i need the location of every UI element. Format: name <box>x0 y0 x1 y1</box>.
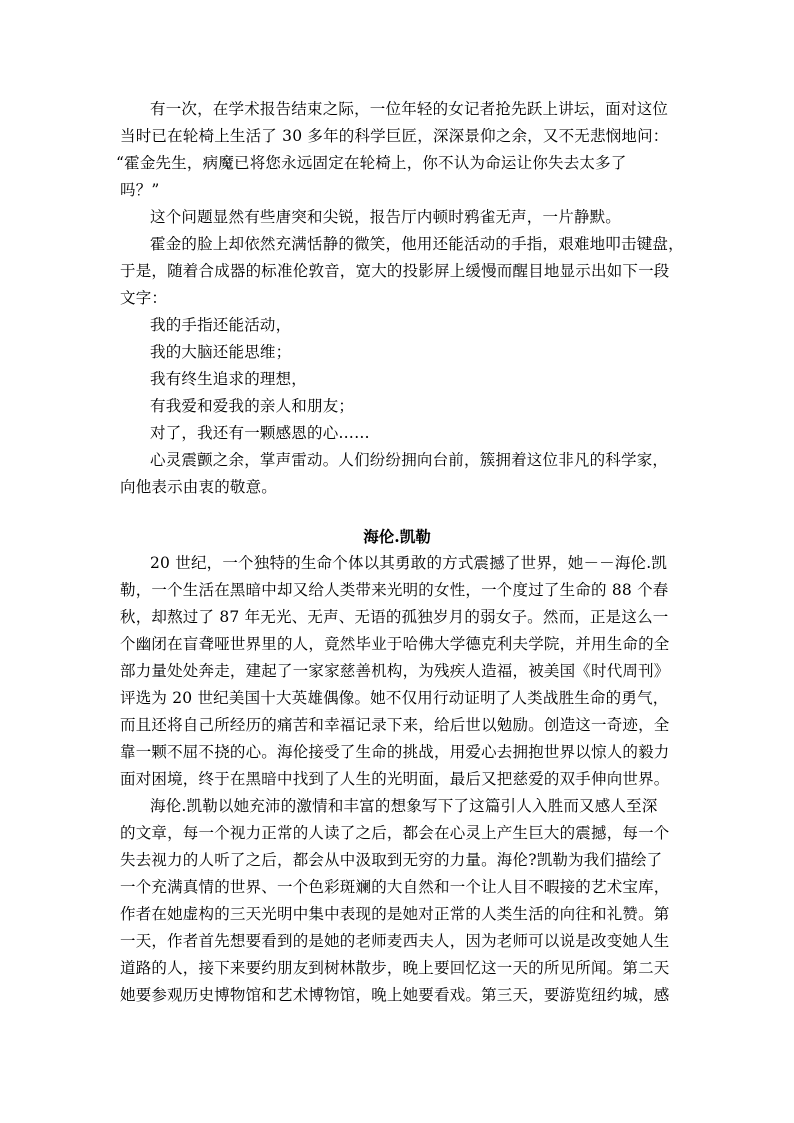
paragraph-line: 评选为 20 世纪美国十大英雄偶像。她不仅用行动证明了人类战胜生命的勇气， <box>120 689 669 707</box>
paragraph-line: 文字： <box>120 289 168 307</box>
paragraph-line: 有一次，在学术报告结束之际，一位年轻的女记者抢先跃上讲坛，面对这位 <box>150 100 669 118</box>
paragraph-line: 她要参观历史博物馆和艺术博物馆，晚上她要看戏。第三天，要游览纽约城，感 <box>120 986 670 1004</box>
paragraph-line: 道路的人，接下来要约朋友到树林散步，晚上要回忆这一天的所见所闻。第二天 <box>120 959 670 977</box>
poem-line: 有我爱和爱我的亲人和朋友； <box>150 397 355 415</box>
paragraph-line: 海伦.凯勒以她充沛的激情和丰富的想象写下了这篇引人入胜而又感人至深 <box>150 797 658 815</box>
paragraph-line: 部力量处处奔走，建起了一家家慈善机构，为残疾人造福，被美国《时代周刊》 <box>120 662 670 680</box>
paragraph-line: 霍金的脸上却依然充满恬静的微笑，他用还能活动的手指，艰难地叩击键盘， <box>150 235 684 253</box>
paragraph-line: “霍金先生，病魔已将您永远固定在轮椅上，你不认为命运让你失去太多了 <box>116 154 627 172</box>
paragraph-line: 的文章，每一个视力正常的人读了之后，都会在心灵上产生巨大的震撼，每一个 <box>120 824 670 842</box>
paragraph-line: 靠一颗不屈不挠的心。海伦接受了生命的挑战，用爱心去拥抱世界以惊人的毅力 <box>120 743 670 761</box>
poem-line: 我的手指还能活动， <box>150 316 292 334</box>
poem-line: 我的大脑还能思维； <box>150 343 292 361</box>
paragraph-line: 面对困境，终于在黑暗中找到了人生的光明面，最后又把慈爱的双手伸向世界。 <box>120 770 670 788</box>
paragraph-line: 作者在她虚构的三天光明中集中表现的是她对正常的人类生活的向往和礼赞。第 <box>120 905 670 923</box>
paragraph-line: 一天，作者首先想要看到的是她的老师麦西夫人，因为老师可以说是改变她人生 <box>120 932 670 950</box>
paragraph-line: 这个问题显然有些唐突和尖锐，报告厅内顿时鸦雀无声，一片静默。 <box>150 208 622 226</box>
paragraph-line: 个幽闭在盲聋哑世界里的人，竟然毕业于哈佛大学德克利夫学院，并用生命的全 <box>120 635 670 653</box>
paragraph-line: 于是，随着合成器的标准伦敦音，宽大的投影屏上缓慢而醒目地显示出如下一段 <box>120 262 670 280</box>
paragraph-line: 秋，却熬过了 87 年无光、无声、无语的孤独岁月的弱女子。然而，正是这么一 <box>120 608 669 626</box>
paragraph-line: 而且还将自己所经历的痛苦和幸福记录下来，给后世以勉励。创造这一奇迹，全 <box>120 716 670 734</box>
paragraph-line: 向他表示由衷的敬意。 <box>120 478 278 496</box>
paragraph-line: 失去视力的人听了之后，都会从中汲取到无穷的力量。海伦?凯勒为我们描绘了 <box>120 851 663 869</box>
paragraph-line: 心灵震颤之余，掌声雷动。人们纷纷拥向台前，簇拥着这位非凡的科学家， <box>150 451 669 469</box>
paragraph-line: 勒，一个生活在黑暗中却又给人类带来光明的女性，一个度过了生命的 88 个春 <box>120 581 669 599</box>
paragraph-line: 吗？” <box>120 181 160 199</box>
section-title: 海伦.凯勒 <box>363 527 431 546</box>
paragraph-line: 20 世纪，一个独特的生命个体以其勇敢的方式震撼了世界，她－－海伦.凯 <box>150 554 668 572</box>
poem-line: 我有终生追求的理想， <box>150 370 308 388</box>
paragraph-line: 一个充满真情的世界、一个色彩斑斓的大自然和一个让人目不暇接的艺术宝库， <box>120 878 670 896</box>
poem-line: 对了，我还有一颗感恩的心…… <box>150 424 370 442</box>
paragraph-line: 当时已在轮椅上生活了 30 多年的科学巨匠，深深景仰之余，又不无悲悯地问： <box>120 127 669 145</box>
